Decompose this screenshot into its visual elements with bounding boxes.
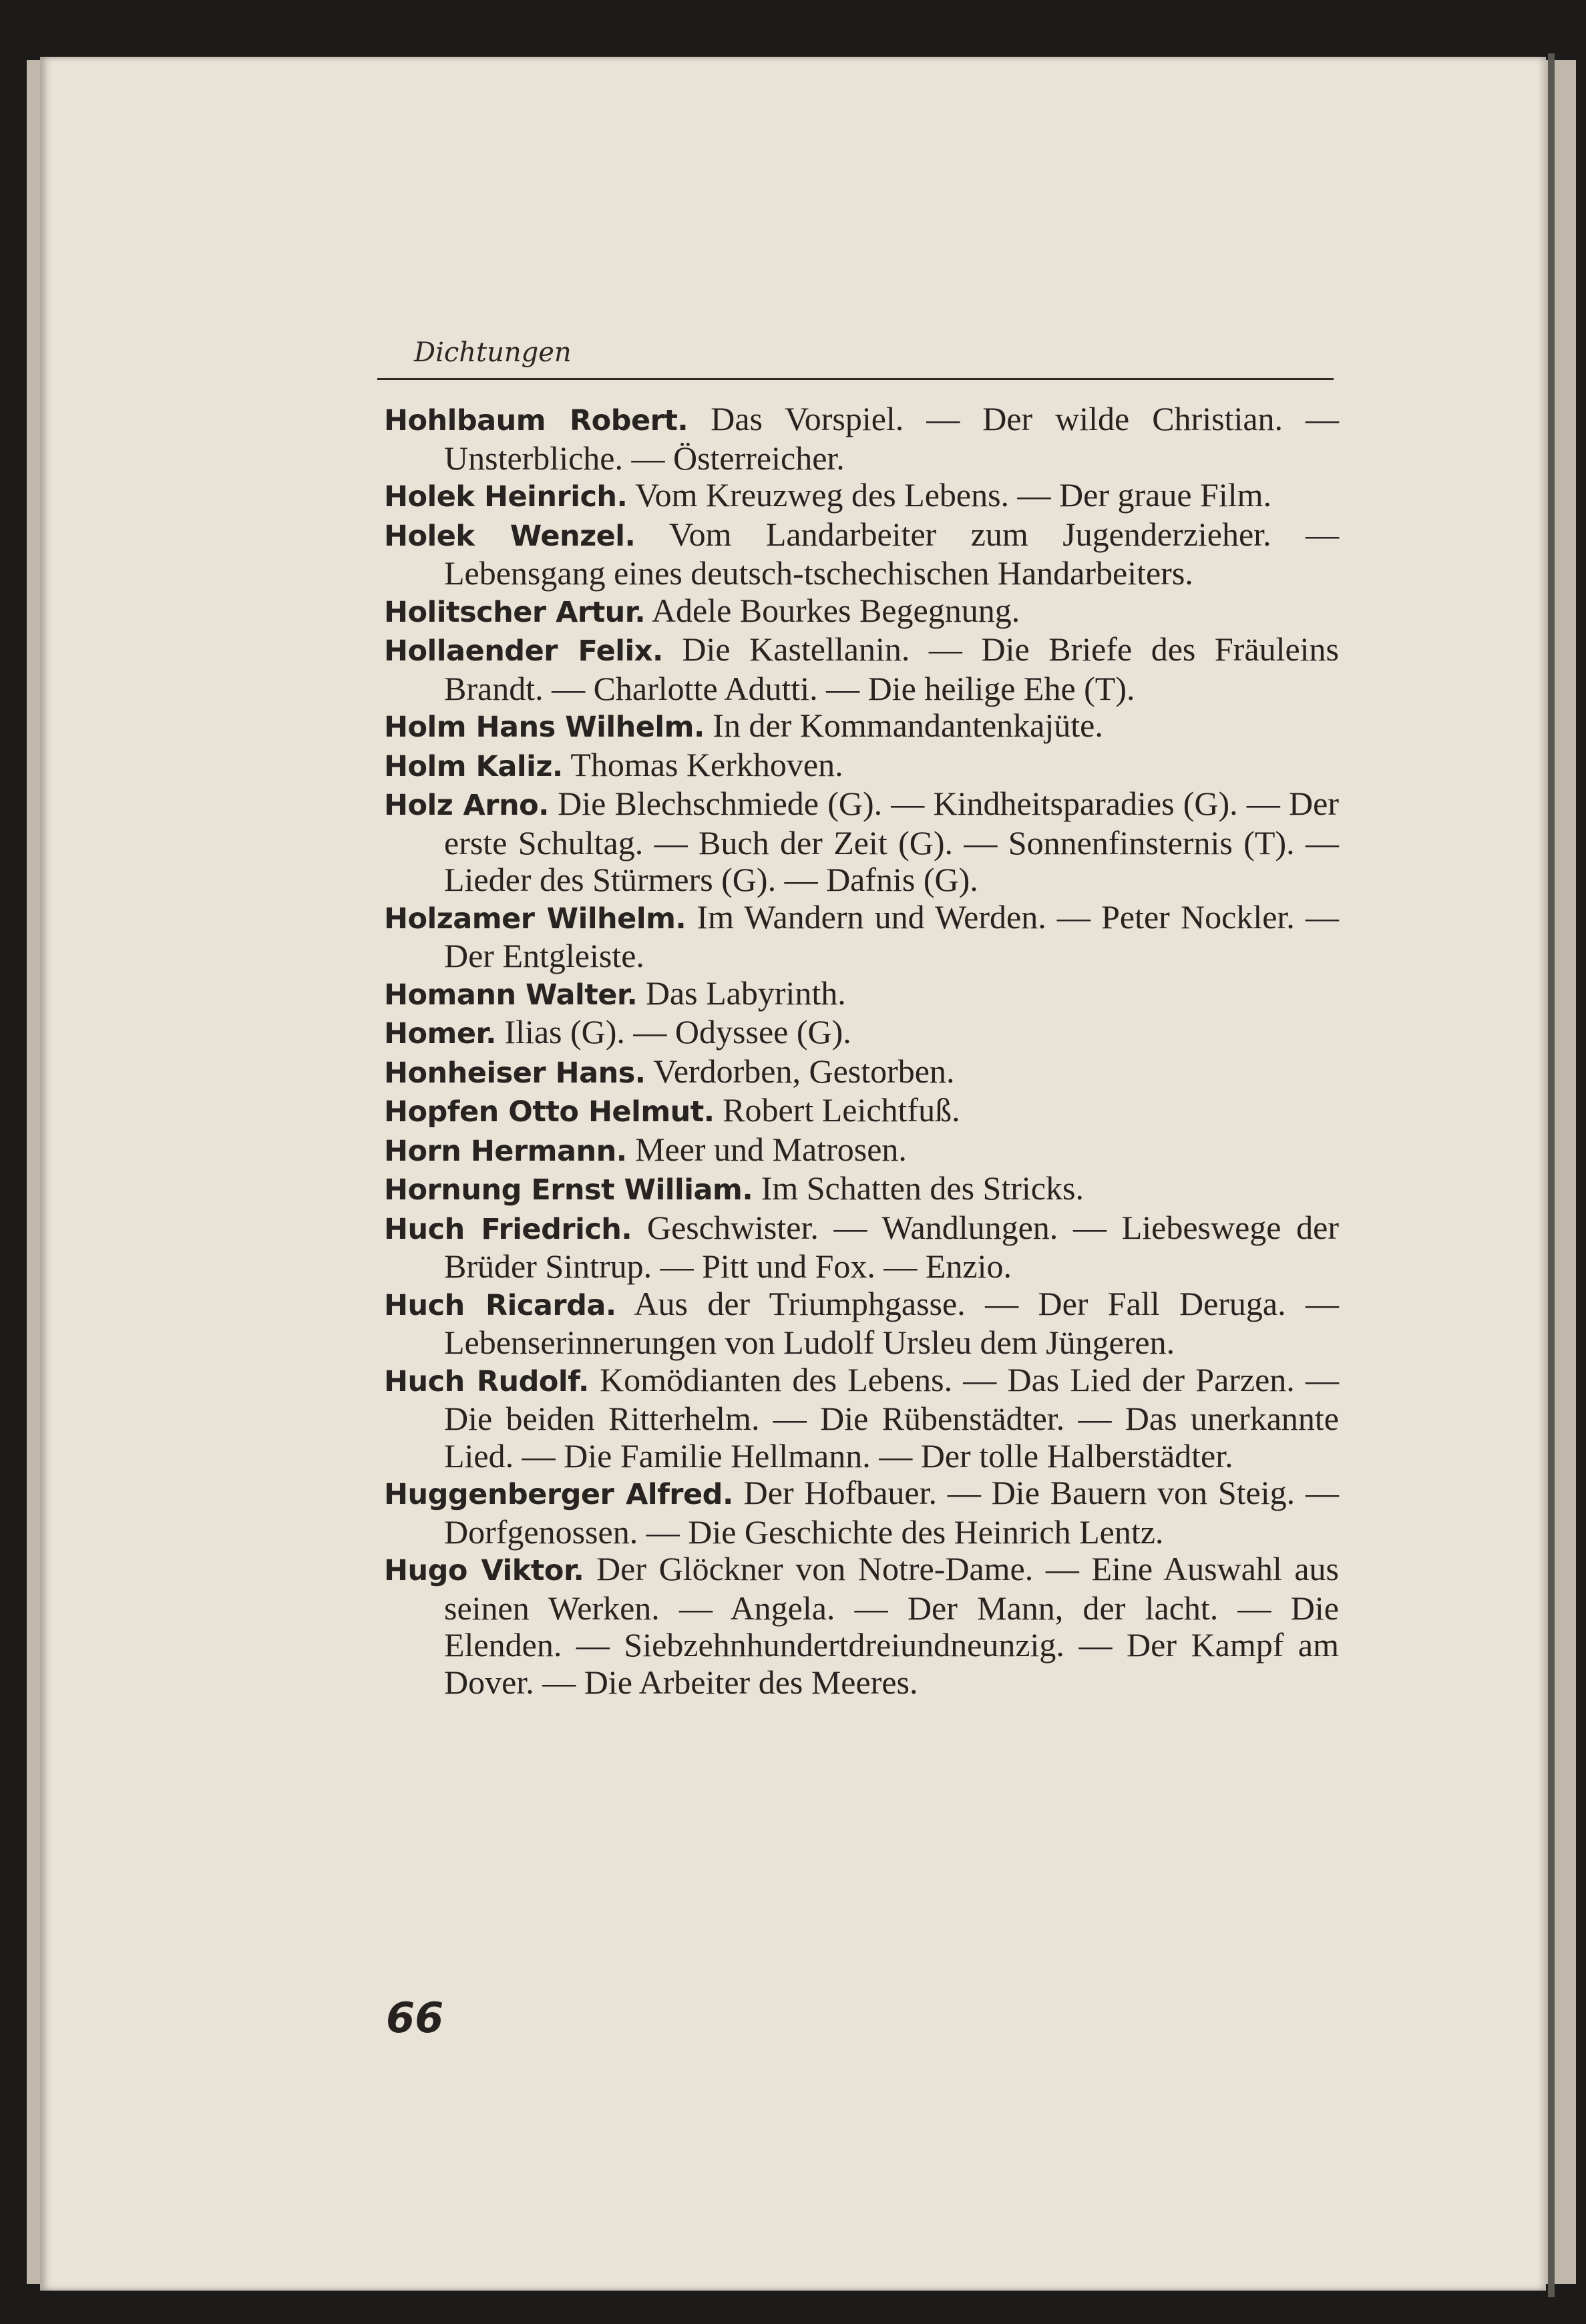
works-text: Verdorben, Gestorben. — [653, 1052, 955, 1090]
works-text: Thomas Kerkhoven. — [570, 745, 843, 783]
works-text: Ilias (G). — Odyssee (G). — [504, 1013, 851, 1050]
author-name: Huch Friedrich. — [384, 1212, 632, 1246]
author-name: Huggenberger Alfred. — [384, 1478, 733, 1511]
works-text: Geschwister. — Wandlungen. — Liebeswege der Brüder Sintrup. — Pitt und Fox. — Enzio. — [444, 1208, 1339, 1285]
works-text: Das Vorspiel. — Der wilde Christian. — Unsterbliche. — Österreicher. — [444, 400, 1340, 477]
author-name: Holz Arno. — [384, 789, 549, 822]
list-item — [384, 899, 1339, 975]
list-item — [384, 707, 1339, 747]
list-item — [384, 477, 1339, 516]
works-text: Vom Kreuzweg des Lebens. — Der graue Film. — [635, 476, 1272, 514]
works-text: In der Kommandantenkajüte. — [713, 707, 1103, 744]
author-name: Holek Wenzel. — [384, 519, 636, 553]
author-name: Holm Kaliz. — [384, 749, 563, 783]
author-name: Horn Hermann. — [384, 1134, 627, 1168]
list-item — [384, 1170, 1339, 1209]
list-item — [384, 1209, 1339, 1286]
author-name: Holitscher Artur. — [384, 595, 646, 629]
works-text: Meer und Matrosen. — [635, 1130, 907, 1168]
works-text: Aus der Triumphgasse. — Der Fall Deruga. — Lebenserinnerungen von Ludolf Ursleu dem Jüngeren. — [444, 1284, 1340, 1361]
works-text: Der Glöckner von Notre-Dame. — Eine Auswahl aus seinen Werken. — Angela. — Der Mann, der lacht. — Die Elenden. — Siebzehnhundertdreiundneunzig. — Der Kampf am Dover. — Die Arbeiter des Meeres. — [444, 1550, 1340, 1701]
page-number: 66 — [386, 1993, 444, 2042]
list-item — [384, 401, 1339, 477]
list-item — [384, 975, 1339, 1014]
author-name: Hopfen Otto Helmut. — [384, 1095, 715, 1129]
facing-page-gutter — [1548, 53, 1555, 2297]
list-item — [384, 592, 1339, 632]
author-name: Hugo Viktor. — [384, 1554, 584, 1587]
author-name: Holm Hans Wilhelm. — [384, 711, 705, 744]
list-item — [384, 631, 1339, 707]
author-name: Holzamer Wilhelm. — [384, 902, 686, 936]
bibliography-list — [384, 401, 1339, 1701]
list-item — [384, 1014, 1339, 1053]
author-name: Honheiser Hans. — [384, 1056, 646, 1090]
works-text: Im Schatten des Stricks. — [761, 1169, 1084, 1207]
list-item — [384, 1286, 1339, 1362]
author-name: Hollaender Felix. — [384, 634, 663, 668]
author-name: Hornung Ernst William. — [384, 1173, 753, 1207]
list-item — [384, 1551, 1339, 1701]
list-item — [384, 1092, 1339, 1131]
author-name: Homann Walter. — [384, 978, 638, 1012]
works-text: Im Wandern und Werden. — Peter Nockler. — Der Entgleiste. — [444, 898, 1339, 974]
works-text: Die Kastellanin. — Die Briefe des Fräuleins Brandt. — Charlotte Adutti. — Die heilige Ehe (T). — [444, 630, 1339, 707]
list-item — [384, 747, 1339, 786]
author-name: Holek Heinrich. — [384, 480, 628, 514]
author-name: Homer. — [384, 1017, 496, 1050]
list-item — [384, 1475, 1339, 1551]
works-text: Das Labyrinth. — [645, 974, 846, 1012]
author-name: Huch Ricarda. — [384, 1288, 616, 1322]
header-rule — [377, 378, 1334, 380]
works-text: Robert Leichtfuß. — [723, 1091, 960, 1129]
running-header: Dichtungen — [414, 337, 572, 368]
works-text: Die Blechschmiede (G). — Kindheitsparadies (G). — Der erste Schultag. — Buch der Zeit (G). — Sonnenfinsternis (T). — Lieder des Stürmers (G). — Dafnis (G). — [444, 785, 1339, 898]
works-text: Adele Bourkes Begegnung. — [651, 591, 1020, 629]
list-item — [384, 1362, 1339, 1475]
list-item — [384, 785, 1339, 899]
works-text: Komödianten des Lebens. — Das Lied der Parzen. — Die beiden Ritterhelm. — Die Rübenstädter. — Das unerkannte Lied. — Die Familie Hellmann. — Der tolle Halberstädter. — [444, 1360, 1339, 1475]
list-item — [384, 516, 1339, 592]
author-name: Hohlbaum Robert. — [384, 404, 688, 437]
works-text: Vom Landarbeiter zum Jugenderzieher. — Lebensgang eines deutsch-tschechischen Handarbeiters. — [444, 515, 1340, 592]
author-name: Huch Rudolf. — [384, 1364, 589, 1398]
works-text: Der Hofbauer. — Die Bauern von Steig. — Dorfgenossen. — Die Geschichte des Heinrich Lentz. — [444, 1474, 1339, 1551]
list-item — [384, 1131, 1339, 1171]
list-item — [384, 1053, 1339, 1093]
